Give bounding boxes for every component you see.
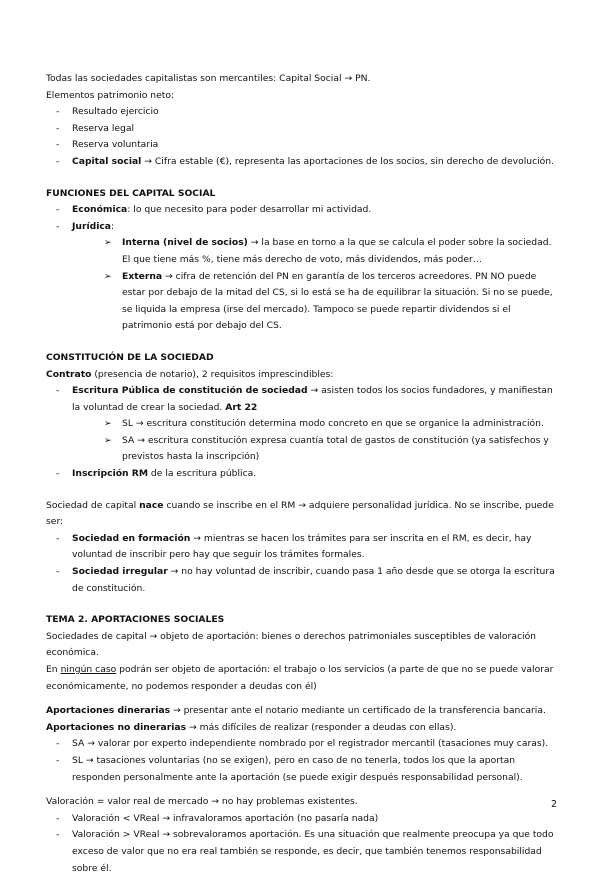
- list-item-val-menor: - Valoración < VReal → infravaloramos aportación (no pasaría nada): [46, 811, 558, 828]
- intro-line-2: Elementos patrimonio neto:: [46, 89, 175, 101]
- capital-social-text: → Cifra estable (€), representa las aportaciones de los socios, sin derecho de devolución.: [141, 155, 555, 167]
- funciones-heading: FUNCIONES DEL CAPITAL SOCIAL: [46, 187, 216, 199]
- constitucion-heading: CONSTITUCIÓN DE LA SOCIEDAD: [46, 351, 214, 363]
- sub-item-sl: [46, 416, 558, 433]
- arrow-bullet-icon: ➢: [104, 237, 112, 249]
- no-dinerarias-line: [46, 720, 558, 737]
- sub-item-sa: [46, 433, 558, 466]
- list-item: - Resultado ejercicio: [46, 104, 558, 121]
- ningun-caso-text: ningún caso: [60, 664, 117, 675]
- tema2-line-2: [46, 662, 558, 695]
- economica-label: Económica: [72, 204, 128, 216]
- externa-label: Externa: [122, 270, 163, 282]
- list-item-capital-social: [46, 154, 558, 171]
- page-number: 2: [550, 799, 557, 810]
- arrow-bullet-icon: ➢: [104, 418, 112, 430]
- list-item: - Reserva legal: [46, 121, 558, 138]
- contrato-label: Contrato: [46, 368, 92, 380]
- capital-social-label: Capital social: [72, 155, 142, 167]
- list-item-inscripcion: [46, 466, 558, 483]
- interna-label: Interna (nivel de socios): [122, 237, 248, 249]
- dinerarias-line: [46, 703, 558, 720]
- sociedad-post: cuando se inscribe en el RM → adquiere personalidad jurídica. No se inscribe, puede ser:: [46, 499, 554, 528]
- inscripcion-label: Inscripción RM: [72, 468, 148, 480]
- arrow-bullet-icon: ➢: [104, 270, 112, 282]
- juridica-label: Jurídica: [72, 220, 112, 232]
- no-dinerarias-label: Aportaciones no dinerarias: [46, 721, 187, 733]
- document-page: [46, 71, 558, 877]
- irregular-label: Sociedad irregular: [72, 566, 168, 578]
- sa-text: SA → escritura constitución expresa cuantía total de gastos de constitución (ya satisfechos y previstos hasta la inscripción): [122, 434, 549, 463]
- economica-text: : lo que necesito para poder desarrollar mi actividad.: [127, 204, 372, 216]
- art-label: Art 22: [225, 401, 258, 413]
- list-item-sa: - SA → valorar por experto independiente nombrado por el registrador mercantil (tasaciones muy caras).: [46, 736, 558, 753]
- tema2-line-2-rest: podrán ser objeto de aportación: el trabajo o los servicios (a parte de que no se puede valorar económicamente, no podemos responder a deudas con él): [46, 664, 554, 692]
- escritura-text: → asisten todos los socios fundadores, y manifiestan la voluntad de crear la sociedad.: [72, 385, 553, 413]
- escritura-label: Escritura Pública de constitución de sociedad: [72, 385, 308, 397]
- list-item-val-mayor: - Valoración > VReal → sobrevaloramos aportación. Es una situación que realmente preocupa ya que todo exceso de valor que no era real también se responde, es decir, que también tenemos responsabilidad sobre él.: [46, 827, 558, 877]
- arrow-bullet-icon: ➢: [104, 434, 112, 446]
- inscripcion-text: de la escritura pública.: [148, 468, 257, 480]
- contrato-line: [46, 367, 558, 384]
- formacion-text: → mientras se hacen los trámites para ser inscrita en el RM, es decir, hay voluntad de inscribir pero hay que seguir los trámites formales.: [72, 532, 532, 561]
- sl-text: SL → escritura constitución determina modo concreto en que se organice la administración.: [122, 418, 544, 430]
- sociedad-pre: Sociedad de capital: [46, 499, 140, 511]
- tema2-heading: TEMA 2. APORTACIONES SOCIALES: [46, 614, 225, 626]
- valoracion-line: Valoración = valor real de mercado → no hay problemas existentes.: [46, 796, 358, 808]
- externa-text: → cifra de retención del PN en garantía de los terceros acreedores. PN NO puede estar por debajo de la mitad del CS, si lo está se ha de equilibrar la situación. Si no se puede, se liquida la empresa (irse del mercado). Tampoco se puede repartir dividendos si el patrimonio está por debajo del CS.: [122, 270, 553, 332]
- contrato-text: (presencia de notario), 2 requisitos imprescindibles:: [91, 368, 334, 380]
- no-dinerarias-text: → más difíciles de realizar (responder a deudas con ellas).: [186, 721, 457, 733]
- list-item-economica: [46, 202, 558, 219]
- list-item-escritura: [46, 383, 558, 416]
- nace-label: nace: [139, 499, 164, 511]
- list-item-juridica: [46, 219, 558, 236]
- dinerarias-text: → presentar ante el notario mediante un certificado de la transferencia bancaria.: [170, 705, 546, 717]
- formacion-label: Sociedad en formación: [72, 532, 191, 544]
- sub-item-interna: [46, 235, 558, 268]
- irregular-text: → no hay voluntad de inscribir, cuando pasa 1 año desde que se otorga la escritura de constitución.: [72, 566, 555, 594]
- list-item-formacion: [46, 531, 558, 564]
- interna-text: → la base en torno a la que se calcula el poder sobre la sociedad. El que tiene más %, tiene más derecho de voto, más dividendos, más poder…: [122, 237, 552, 265]
- en-text: En: [46, 664, 61, 675]
- sociedad-line: [46, 498, 558, 531]
- list-item-irregular: [46, 564, 558, 597]
- juridica-text: :: [111, 220, 115, 232]
- list-item: - Reserva voluntaria: [46, 137, 558, 154]
- tema2-line-1: Sociedades de capital → objeto de aportación: bienes o derechos patrimoniales susceptibles de valoración económica.: [46, 630, 537, 659]
- sub-item-externa: [46, 269, 558, 335]
- list-item-sl: - SL → tasaciones voluntarias (no se exigen), pero en caso de no tenerla, todos los que la aportan responden personalmente ante la aportación (se puede exigir después responsabilidad personal).: [46, 753, 558, 786]
- dinerarias-label: Aportaciones dinerarias: [46, 705, 171, 717]
- intro-line-1: Todas las sociedades capitalistas son mercantiles: Capital Social → PN.: [46, 73, 371, 84]
